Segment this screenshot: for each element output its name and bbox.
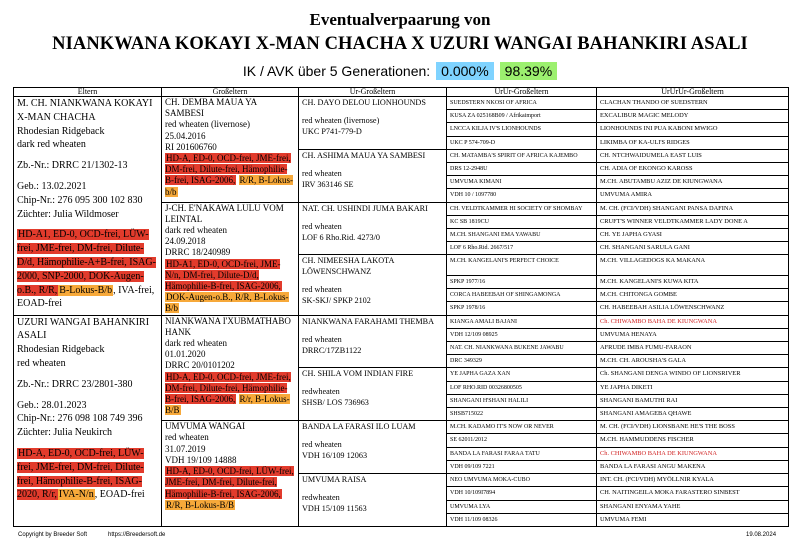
dog-name: UMVUMA RAISA — [302, 475, 367, 485]
column-header: Großeltern — [162, 88, 299, 97]
ggg-grandparent-cell: M.CH. ABUTAMBU AZIZ DE KIUNGWANA — [597, 176, 789, 189]
ggg-grandparent-cell: M.CH. VILLAGEDOGS KA MAKANA — [597, 255, 789, 276]
registration: IRV 363146 SE — [302, 179, 354, 189]
registration: RI 201606760 — [165, 141, 217, 152]
registration: VDH 16/109 12063 — [302, 451, 368, 461]
gg-grandparent-cell: UKC P 574-709-D — [447, 136, 597, 149]
gg-grandparent-cell: UMVUMA KIMANI — [447, 176, 597, 189]
gg-grandparent-cell: KIANGA AMALI BAJANI — [447, 315, 597, 328]
dog-name: NIANKWANA FARAHAMI THEMBA — [302, 316, 435, 326]
gg-grandparent-cell: KUSA ZA 025168B09 / Afrikaimport — [447, 110, 597, 123]
gg-grandparent-cell: CH. VELDTKAMMER HI SOCIETY OF SHOMBAY — [447, 202, 597, 215]
gg-grandparent-cell: CORCA HABEEBAH OF SHINGAMONGA — [447, 289, 597, 302]
ik-avk-line — [0, 62, 800, 80]
birth-date: Geb.: 28.01.2023 — [17, 399, 87, 411]
gg-grandparent-cell: NEO UMVUMA MOKA-CUBO — [447, 474, 597, 487]
breed: Rhodesian Ridgeback — [17, 125, 105, 137]
registration: SK-SKJ/ SPKP 2102 — [302, 296, 371, 306]
coat-color: red wheaten (livernose) — [165, 119, 250, 130]
coat-color: red wheaten — [302, 285, 342, 295]
gg-grandparent-cell: UMVUMA LYA — [447, 500, 597, 513]
registration: DRRC 20/0101202 — [165, 360, 235, 371]
gg-grandparent-cell: KC SB 1819CU — [447, 215, 597, 228]
ggg-grandparent-cell: M.CH. HAMMUDDENS FISCHER — [597, 434, 789, 447]
birth-date: 01.01.2020 — [165, 349, 206, 360]
ggg-grandparent-cell: AFRUDE IMBA FUMU-FARAON — [597, 342, 789, 355]
health-rest: , EOAD-frei — [94, 489, 145, 501]
ggg-grandparent-cell: UMVUMA FEMI — [597, 513, 789, 526]
ggg-grandparent-cell: LIONHOUNDS INI PUA KABONI MWIGO — [597, 123, 789, 136]
gg-grandparent-cell: VDH 09/109 7221 — [447, 460, 597, 473]
gg-grandparent-cell: LOF 6 Rho.Rid. 2667/517 — [447, 242, 597, 255]
chip-number: Chip-Nr.: 276 095 300 102 830 — [17, 194, 143, 206]
column-header: UrUr-Großeltern — [447, 88, 597, 97]
coat-color: dark red wheaten — [165, 225, 227, 236]
health-highlight: DOK-Augen-o.B., R/R, B-Lokus-B/b — [165, 292, 289, 314]
ik-label: IK / AVK über 5 Generationen: — [242, 63, 431, 79]
gg-grandparent-cell: DRC 349329 — [447, 355, 597, 368]
great-grandparent-cell — [299, 474, 447, 527]
great-grandparent-cell — [299, 421, 447, 474]
ggg-grandparent-cell: CH. ADIA OF EKONGO KAROSS — [597, 163, 789, 176]
grandparent-cell — [162, 421, 299, 527]
ggg-grandparent-cell: CH. SHANGANI SARULA GANI — [597, 242, 789, 255]
coat-color: red wheaten — [302, 221, 342, 231]
great-grandparent-cell — [299, 202, 447, 255]
mating-title: NIANKWANA KOKAYI X-MAN CHACHA X UZURI WANGAI BAHANKIRI ASALI — [52, 34, 748, 54]
gg-grandparent-cell: M.CH. KANGELANI'S PERFECT CHOICE — [447, 255, 597, 276]
ggg-grandparent-cell: YE JAPHA DIKETI — [597, 381, 789, 394]
ggg-grandparent-cell: M.CH. CH. AROUSHA'S GALA — [597, 355, 789, 368]
health-results: HD-A, ED-0, OCD-frei, LÜW-frei, JME-frei, DM-frei, Dilute-frei, Hämophilie-B-frei, ISAG-2020, R/r, — [17, 448, 144, 501]
ggg-grandparent-cell: UMVUMA HENAYA — [597, 328, 789, 341]
gg-grandparent-cell: VDH 10 / 1097780 — [447, 189, 597, 202]
gg-grandparent-cell: VDH 11/109 08326 — [447, 513, 597, 526]
gg-grandparent-cell: SPKP 1978/16 — [447, 302, 597, 315]
gg-grandparent-cell: SE 62011/2012 — [447, 434, 597, 447]
coat-color: red wheaten — [302, 334, 342, 344]
health-results: HD-A, ED-0, OCD-frei, JME-frei, DM-frei, Dilute-frei, Hämophilie-B-frei, ISAG-2006, — [165, 153, 291, 186]
health-results: HD-A, ED-0, OCD-frei, LÜW-frei, JME-frei, DM-frei, Dilute-frei, Hämophilie-B-frei, ISAG-2006, — [165, 466, 294, 499]
registration: LOF 6 Rho.Rid. 4273/0 — [302, 232, 381, 242]
ggg-grandparent-cell: M. CH. (FCI/VDH) SHANGANI PANSA DAFINA — [597, 202, 789, 215]
great-grandparent-cell — [299, 97, 447, 150]
coat-color: red wheaten — [165, 432, 209, 443]
footer-copyright: Copyright by Breeder Soft — [18, 532, 88, 538]
registration: Zb.-Nr.: DRRC 23/2801-380 — [17, 378, 133, 390]
health-highlight: R/r, B-Lokus-B/B — [165, 394, 290, 416]
coat-color: red wheaten (livernose) — [302, 116, 380, 125]
ggg-grandparent-cell: M.CH. CHITONGA GOMBE — [597, 289, 789, 302]
health-highlight: B-Lokus-B/b — [59, 284, 113, 296]
ggg-grandparent-cell: UMVUMA AMIRA — [597, 189, 789, 202]
ggg-grandparent-cell: LIKIMBA OF KA-ULI'S RIDGES — [597, 136, 789, 149]
ggg-grandparent-cell: Ch. SHANGANI DENGA WINDO OF LIONSRIVER — [597, 368, 789, 381]
dog-name: CH. DEMBA MAUA YA SAMBESI — [165, 97, 257, 119]
coat-color: redwheaten — [302, 493, 340, 503]
ggg-grandparent-cell: M. CH. (FCI/VDH) LIONSBANE HE'S THE BOSS — [597, 421, 789, 434]
dog-name: CH. NIMEESHA LAKOTA LÖWENSCHWANZ — [302, 256, 394, 277]
footer-date: 19.08.2024 — [746, 532, 777, 538]
column-header: Ur-Großeltern — [299, 88, 447, 97]
gg-grandparent-cell: M.CH. SHANGANI EMA YAWABU — [447, 229, 597, 242]
dog-name: M. CH. NIANKWANA KOKAYI X-MAN CHACHA — [17, 98, 153, 123]
health-results: HD-A, ED-0, OCD-frei, JME-frei, DM-frei, Dilute-frei, Hämophilie-B-frei, ISAG-2006, — [165, 371, 291, 405]
health-rest: , IVA-frei, EOAD-frei — [17, 284, 155, 310]
pedigree-table — [13, 87, 789, 527]
breeder: Züchter: Julia Wildmoser — [17, 208, 119, 220]
ggg-grandparent-cell: CH. YE JAPHA GYASI — [597, 229, 789, 242]
coat-color: dark red wheaten — [165, 338, 227, 349]
registration: DRRC/17ZB1122 — [302, 345, 362, 355]
gg-grandparent-cell: M.CH. KADAMO IT'S NOW OR NEVER — [447, 421, 597, 434]
ggg-grandparent-cell: CH. NTCHWAIDUMELA EAST LUIS — [597, 149, 789, 162]
grandparent-cell — [162, 97, 299, 203]
birth-date: Geb.: 13.02.2021 — [17, 180, 87, 192]
gg-grandparent-cell: VDH 12/109 08925 — [447, 328, 597, 341]
coat-color: dark red wheaten — [17, 139, 86, 151]
health-highlight: R/R, B-Lokus-B/B — [166, 499, 235, 510]
gg-grandparent-cell: DRS 12-2948U — [447, 163, 597, 176]
great-grandparent-cell — [299, 315, 447, 368]
birth-date: 24.09.2018 — [165, 236, 206, 247]
dog-name: BANDA LA FARASI ILO LUAM — [302, 422, 416, 432]
health-results: HD-A1, ED-0, OCD-frei, JME-N/n, DM-frei, Dilute-D/d, Hämophilie-B-frei, ISAG-2006, — [165, 258, 281, 292]
dog-name: CH. ASHIMA MAUA YA SAMBESI — [302, 150, 426, 160]
great-grandparent-cell — [299, 255, 447, 315]
coat-color: red wheaten — [17, 358, 66, 370]
coat-color: redwheaten — [302, 387, 340, 397]
page-title: Eventualverpaarung von — [309, 10, 491, 29]
health-highlight: R/R, B-Lokus-b/b — [165, 175, 294, 197]
chip-number: Chip-Nr.: 276 098 108 749 396 — [17, 413, 143, 425]
column-header: Eltern — [14, 88, 162, 97]
gg-grandparent-cell: SHANGANI H'SHANI HALILI — [447, 394, 597, 407]
great-grandparent-cell — [299, 368, 447, 421]
ggg-grandparent-cell: SHANGANI AMAGEBA QHAWE — [597, 408, 789, 421]
dog-name: UMVUMA WANGAI — [165, 421, 246, 432]
dog-name: CH. DAYO DELOU LIONHOUNDS — [302, 98, 426, 107]
registration: DRRC 18/240989 — [165, 247, 231, 258]
gg-grandparent-cell: NAT. CH. NIANKWANA BUKENE JAWABU — [447, 342, 597, 355]
dog-name: CH. SHILA VOM INDIAN FIRE — [302, 369, 414, 379]
dog-name: NAT. CH. USHINDI JUMA BAKARI — [302, 203, 428, 213]
ggg-grandparent-cell: SHANGANI BAMUTHI RAI — [597, 394, 789, 407]
gg-grandparent-cell: YE JAPHA GAZA XAN — [447, 368, 597, 381]
gg-grandparent-cell: VDH 10/109I7894 — [447, 487, 597, 500]
registration: SHSB/ LOS 736963 — [302, 398, 369, 408]
coat-color: red wheaten — [302, 168, 342, 178]
column-header: UrUrUr-Großeltern — [597, 88, 789, 97]
breeder: Züchter: Julia Neukirch — [17, 427, 112, 439]
health-highlight: IVA-N/n — [58, 489, 94, 501]
gg-grandparent-cell: LNCCA KILJA IV'S LIONHOUNDS — [447, 123, 597, 136]
gg-grandparent-cell: SPKP 1977/16 — [447, 276, 597, 289]
grandparent-cell — [162, 202, 299, 315]
ggg-grandparent-cell: M.CH. KANGELANI'S KUWA KITA — [597, 276, 789, 289]
ggg-grandparent-cell: BANDA LA FARASI ANGU MAKENA — [597, 460, 789, 473]
gg-grandparent-cell: SUEDSTERN NKOSI OF AFRICA — [447, 97, 597, 110]
avk-value: 98.39% — [500, 62, 557, 80]
ggg-grandparent-cell: CH. HABEEBAH ASILIA LÖWENSCHWANZ — [597, 302, 789, 315]
birth-date: 31.07.2019 — [165, 443, 206, 454]
dog-name: UZURI WANGAI BAHANKIRI ASALI — [17, 316, 150, 342]
footer-url[interactable]: https://Breedersoft.de — [108, 532, 166, 538]
ggg-grandparent-cell: INT. CH. (FCI/VDH) MYÖLLNIR KYALA — [597, 474, 789, 487]
breed: Rhodesian Ridgeback — [17, 344, 105, 356]
registration: VDH 19/109 14888 — [165, 454, 237, 465]
ggg-grandparent-cell: Ch. CHIWAMBO BAHA DE KIUNGWANA — [597, 447, 789, 460]
registration: UKC P741-779-D — [302, 127, 362, 136]
registration: Zb.-Nr.: DRRC 21/1302-13 — [17, 160, 128, 172]
ggg-grandparent-cell: CRUFT'S WINNER VELDTKAMMER LADY DONE A — [597, 215, 789, 228]
great-grandparent-cell — [299, 149, 447, 202]
coat-color: red wheaten — [302, 440, 342, 450]
gg-grandparent-cell: SHSB715022 — [447, 408, 597, 421]
parent-cell — [14, 97, 162, 316]
gg-grandparent-cell: CH. MATAMBA'S SPIRIT OF AFRICA KAJEMBO — [447, 149, 597, 162]
gg-grandparent-cell: BANDA LA FARASI FARAA TATU — [447, 447, 597, 460]
grandparent-cell — [162, 315, 299, 421]
ggg-grandparent-cell: CLACHAN THANDO OF SUEDSTERN — [597, 97, 789, 110]
dog-name: NIANKWANA I'XUBMATHABO HANK — [165, 315, 291, 337]
ggg-grandparent-cell: Ch. CHIWAMBO BAHA DE KIUNGWANA — [597, 315, 789, 328]
birth-date: 25.04.2016 — [165, 130, 206, 141]
parent-cell — [14, 315, 162, 526]
ggg-grandparent-cell: EXCALIBUR MAGIC MELODY — [597, 110, 789, 123]
registration: VDH 15/109 11563 — [302, 504, 367, 514]
ggg-grandparent-cell: CH. NAITINGEILA MOKA FARASTERO SINBEST — [597, 487, 789, 500]
gg-grandparent-cell: LOF RHO.RID 00326800505 — [447, 381, 597, 394]
health-results: HD-A1, ED-0, OCD-frei, LÜW-frei, JME-frei, DM-frei, Dilute-D/d, Hämophilie-A+B-frei, ISAG-2000, SNP-2000, DOK-Augen-o.B., R/R, — [17, 229, 156, 296]
ggg-grandparent-cell: SHANGANI ENYAMA YAHE — [597, 500, 789, 513]
ik-value: 0.000% — [436, 62, 493, 80]
dog-name: J-CH. E'NAKAWA LULU VOM LEINTAL — [165, 202, 284, 224]
